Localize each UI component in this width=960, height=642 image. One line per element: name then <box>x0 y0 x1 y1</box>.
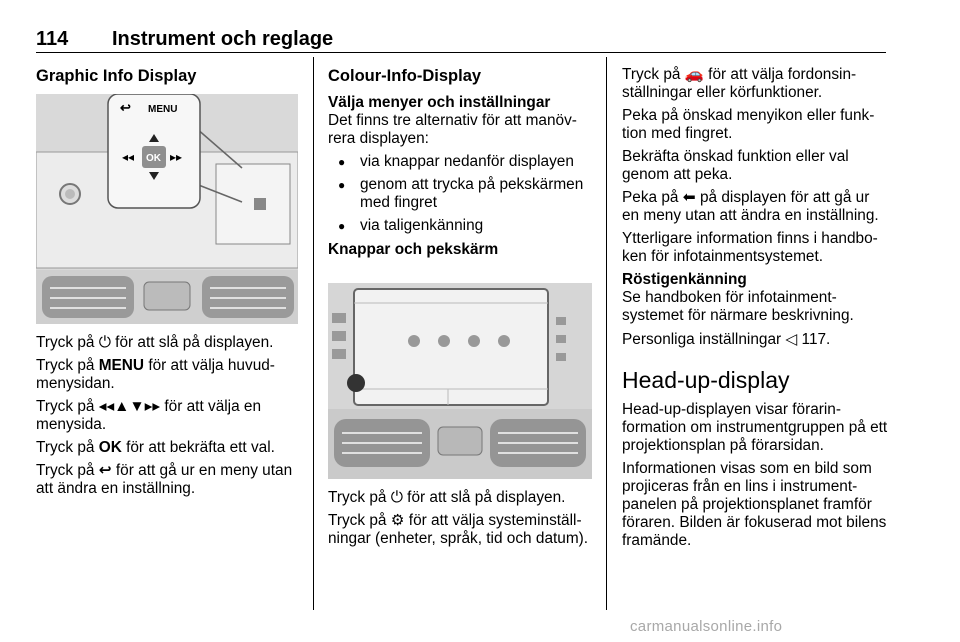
power-icon: ⏻ <box>390 489 403 506</box>
options-list <box>328 153 594 235</box>
column-3 <box>622 66 888 555</box>
svg-text:◂◂: ◂◂ <box>122 150 135 164</box>
section-heading-colour-info-display: Colour-Info-Display <box>328 67 482 85</box>
col3-personal-settings: Personliga inställningar ◁ 117. <box>622 331 831 348</box>
page-header <box>36 28 888 52</box>
page-title: Instrument och reglage <box>112 28 334 50</box>
column-divider-2 <box>606 57 607 610</box>
col1-ok-instruction: Tryck på OK för att bekräfta ett val. <box>36 439 275 456</box>
subheading-buttons-touchscreen: Knappar och pekskärm <box>328 241 499 258</box>
col1-arrows-instruction: Tryck på ◂◂▲▼▸▸ för att välja en menysida. <box>36 398 262 433</box>
column-1 <box>36 66 298 503</box>
col1-back-instruction: Tryck på ↩ för att gå ur en meny utan att ändra en inställning. <box>36 462 293 497</box>
svg-text:↩: ↩ <box>120 100 131 115</box>
menu-button-label: MENU <box>148 104 178 115</box>
page-reference-icon: ◁ <box>785 331 798 348</box>
col2-settings-instruction: Tryck på ⚙ för att välja systeminställ-ningar (enheter, språk, tid och datum). <box>328 512 589 547</box>
list-item: ● genom att trycka på pekskärmen med fingret <box>328 176 594 212</box>
watermark: carmanualsonline.info <box>630 618 783 635</box>
menu-key: MENU <box>98 357 145 374</box>
col3-vehicle-instruction: Tryck på 🚗 för att välja fordonsin-ställningar eller körfunktioner. <box>622 66 857 101</box>
list-item: ● via knappar nedanför displayen <box>328 153 594 171</box>
colour-info-display-figure <box>328 283 592 479</box>
ok-key: OK <box>98 439 122 456</box>
subheading-menus-settings: Välja menyer och inställningar <box>328 94 551 111</box>
back-arrow-icon: ⬅ <box>682 189 696 206</box>
back-icon: ↩ <box>98 462 112 479</box>
col3-hud-details: Informationen visas som en bild som projiceras från en lins i instrument-panelen på projektionsplanet framför föraren. Bilden är fokuserad mot bilens framände. <box>622 460 887 549</box>
col3-voice-info: Se handboken för infotainment-systemet för närmare beskrivning. <box>622 289 854 324</box>
col1-menu-instruction: Tryck på MENU för att välja huvud-menysidan. <box>36 357 275 392</box>
gear-icon: ⚙ <box>390 512 405 529</box>
col2-power-instruction: Tryck på ⏻ för att slå på displayen. <box>328 489 566 506</box>
car-icon: 🚗 <box>684 66 704 83</box>
col3-touch-icon: Peka på önskad menyikon eller funk-tion med fingret. <box>622 107 875 142</box>
header-rule <box>36 52 886 53</box>
column-2 <box>328 66 594 553</box>
col3-back-instruction: Peka på ⬅ på displayen för att gå ur en meny utan att ändra en inställning. <box>622 189 879 224</box>
col1-power-instruction: Tryck på ⏻ för att slå på displayen. <box>36 334 274 351</box>
section-heading-graphic-info-display: Graphic Info Display <box>36 67 197 85</box>
col3-confirm: Bekräfta önskad funktion eller val genom att peka. <box>622 148 849 183</box>
graphic-info-display-figure <box>36 94 298 324</box>
column-divider-1 <box>313 57 314 610</box>
col3-hud-intro: Head-up-displayen visar förarin-formation om instrumentgruppen på ett projektionsplan på förarsidan. <box>622 401 888 454</box>
section-heading-head-up-display: Head-up-display <box>622 367 790 393</box>
subheading-voice-recognition: Röstigenkänning <box>622 271 747 288</box>
col3-more-info: Ytterligare information finns i handbo-ken för infotainmentsystemet. <box>622 230 878 265</box>
colour-info-display-illustration <box>328 283 592 479</box>
ok-button-label: OK <box>146 153 161 164</box>
arrow-keys-icon: ◂◂▲▼▸▸ <box>98 398 161 415</box>
power-icon: ⏻ <box>98 334 111 351</box>
graphic-info-display-illustration <box>36 94 298 324</box>
page-number: 114 <box>36 28 69 50</box>
list-item: ● via taligenkänning <box>328 217 594 235</box>
col2-intro: Det finns tre alternativ för att manöv-rera displayen: <box>328 112 577 147</box>
svg-text:▸▸: ▸▸ <box>170 150 183 164</box>
